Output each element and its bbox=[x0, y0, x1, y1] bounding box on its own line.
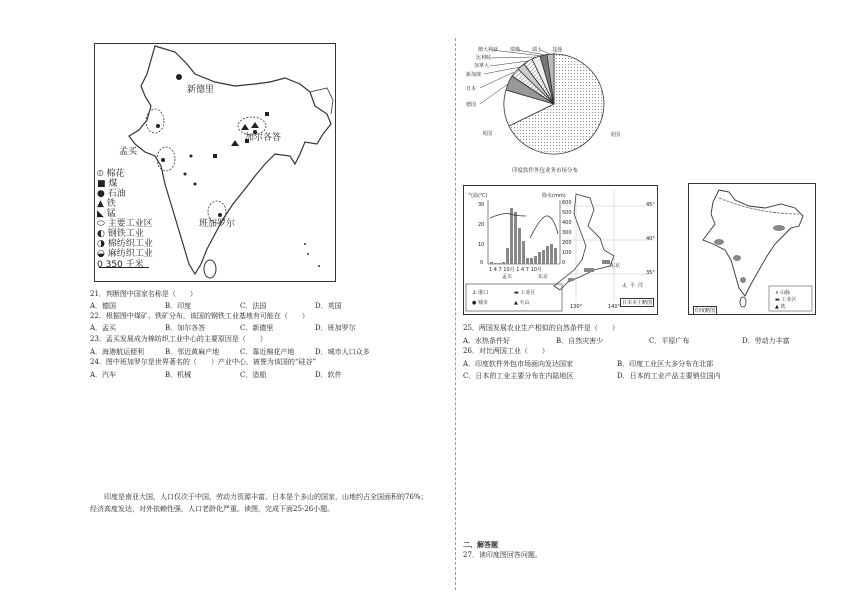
japan-figure bbox=[463, 185, 658, 315]
iron-icon: ▲ bbox=[97, 199, 107, 209]
legend-industrial: ▬ 工业区 bbox=[514, 290, 536, 296]
climate-city-mumbai: 孟买 bbox=[502, 274, 513, 280]
japan-lon-140: 140° bbox=[608, 304, 621, 310]
q22-option-a[interactable]: A．孟买 bbox=[90, 324, 117, 332]
city-bangalore: 班加罗尔 bbox=[199, 219, 236, 229]
india-map-caption: 印度略图 bbox=[695, 308, 716, 314]
city-kolkata: 加尔各答 bbox=[245, 133, 282, 143]
industrial-zone bbox=[733, 255, 741, 261]
q25-option-b[interactable]: B．自然灾害少 bbox=[556, 337, 604, 345]
industrial-zone bbox=[714, 239, 724, 245]
climate-right-tick: 0 bbox=[562, 260, 566, 266]
climate-right-tick: 400 bbox=[562, 220, 572, 226]
question-25: 25．两国发展农业生产相似的自然条件是（ ） bbox=[463, 324, 619, 332]
pie-label-other: 其他 bbox=[552, 47, 563, 53]
climate-left-tick: 30 bbox=[478, 202, 485, 208]
climate-right-tick: 300 bbox=[562, 230, 572, 236]
temp-line-tokyo bbox=[530, 216, 558, 238]
japan-lat-35: 35° bbox=[646, 270, 655, 276]
q24-option-d[interactable]: D．软件 bbox=[315, 371, 342, 379]
q21-option-c[interactable]: C．法国 bbox=[240, 302, 267, 310]
climate-city-tokyo: 东京 bbox=[538, 274, 549, 280]
pie-chart bbox=[462, 42, 622, 182]
japan-lon-130: 130° bbox=[570, 304, 583, 310]
industrial-zone-icon: ⬭ bbox=[97, 219, 108, 229]
industrial-zone bbox=[740, 277, 746, 283]
q26-option-a[interactable]: A．印度软件外包市场面向发达国家 bbox=[463, 360, 574, 368]
jute-textile-icon: ◒ bbox=[97, 249, 108, 259]
climate-right-tick: 600 bbox=[562, 200, 572, 206]
pie-label-belgium: 比利时 bbox=[476, 55, 492, 61]
india-industry-map bbox=[688, 183, 816, 315]
japan-label-pacific-2: 平 bbox=[630, 283, 636, 289]
q24-option-a[interactable]: A．汽车 bbox=[90, 371, 117, 379]
q26-option-c[interactable]: C．日本的工业主要分布在内陆地区 bbox=[463, 372, 574, 380]
pie-label-usa: 美国 bbox=[610, 132, 621, 138]
pie-caption: 印度软件外包业务市场分布 bbox=[512, 168, 579, 174]
passage-line-2: 经济高度发达，对外依赖性强，人口老龄化严重。读图，完成下面25-26小题。 bbox=[90, 505, 335, 513]
city-delhi: 新德里 bbox=[187, 85, 215, 95]
climate-bars bbox=[490, 208, 557, 264]
climate-right-tick: 100 bbox=[562, 250, 572, 256]
pie-label-uk: 英国 bbox=[482, 131, 493, 137]
section-2-heading: 二、解答题 bbox=[463, 540, 498, 549]
q21-option-a[interactable]: A．德国 bbox=[90, 302, 117, 310]
pie-label-canada: 加拿大 bbox=[474, 63, 490, 69]
pie-label-japan: 日本 bbox=[466, 86, 477, 92]
steel-icon: ◐ bbox=[97, 229, 108, 239]
climate-x-ticks: 1 4 7 10月 1 4 7 10月 bbox=[489, 267, 542, 273]
question-22: 22．根据图中煤矿、铁矿分布，该国的钢铁工业基地有可能在（ ） bbox=[90, 312, 309, 320]
pie-label-singapore: 新加坡 bbox=[466, 72, 482, 78]
q23-option-c[interactable]: C．靠近棉花产地 bbox=[240, 348, 295, 356]
question-27: 27．读印度图回答问题。 bbox=[463, 551, 542, 559]
oil-icon: ● bbox=[97, 189, 108, 199]
q22-option-c[interactable]: C．新德里 bbox=[240, 324, 274, 332]
q23-option-b[interactable]: B．邻近黄麻产地 bbox=[165, 348, 220, 356]
q22-option-d[interactable]: D．班加罗尔 bbox=[315, 324, 356, 332]
japan-lat-40: 40° bbox=[646, 236, 655, 242]
climate-left-tick: 20 bbox=[478, 222, 485, 228]
pie-label-switzerland: 瑞士 bbox=[532, 47, 543, 53]
temp-line-mumbai bbox=[490, 214, 526, 219]
legend-city: ● 城市 bbox=[472, 300, 488, 306]
cotton-textile-icon: ◑ bbox=[97, 239, 108, 249]
japan-label-pacific-3: 洋 bbox=[638, 283, 644, 289]
question-23: 23．孟买发展成为棉纺织工业中心的主要原因是（ ） bbox=[90, 335, 267, 343]
q22-option-b[interactable]: B．加尔各答 bbox=[165, 324, 206, 332]
passage-line-1: 印度是南亚大国，人口仅次于中国，劳动力资源丰富。日本是个多山的国家，山地约占全国面积的76%； bbox=[104, 493, 428, 501]
industrial-zone bbox=[773, 225, 785, 231]
legend-port: ⚓ 港口 bbox=[472, 290, 489, 296]
q23-option-d[interactable]: D．城市人口众多 bbox=[315, 348, 370, 356]
q25-option-d[interactable]: D．劳动力丰富 bbox=[742, 337, 790, 345]
climate-left-axis-label: 气温(℃) bbox=[468, 193, 488, 199]
climate-right-tick: 200 bbox=[562, 240, 572, 246]
legend-industry-zone: ▬ 工业区 bbox=[775, 297, 797, 303]
manganese-icon: ◣ bbox=[97, 209, 107, 219]
question-24: 24．图中班加罗尔是世界著名的（ ）产业中心，被誉为该国的“硅谷” bbox=[90, 358, 317, 366]
city-mumbai: 孟买 bbox=[119, 147, 138, 157]
cotton-icon: ⦶ bbox=[97, 169, 107, 179]
legend-mountain: ∧ 山脉 bbox=[775, 290, 791, 296]
pie-label-sweden: 瑞典 bbox=[510, 47, 521, 53]
india-resource-map: 新德里 孟买 加尔各答 班加罗尔 ⦶ 棉花 ■ 煤 ● 石油 ▲ 铁 ◣ 锰 ⬭ 主要工业区 ◐ 钢铁工业 ◑ 棉纺织工业 ◒ 麻纺织工业 0 350 千米 bbox=[94, 43, 336, 282]
climate-right-axis-label: 降水(mm) bbox=[542, 193, 566, 199]
q25-option-a[interactable]: A．水热条件好 bbox=[463, 337, 511, 345]
japan-label-tokyo: 东京 bbox=[610, 263, 621, 269]
legend-iron: ▲ 铁 bbox=[775, 304, 786, 310]
legend-volcano: ▲ 火山 bbox=[514, 300, 530, 306]
pie-label-australia: 澳大利亚 bbox=[478, 47, 499, 53]
scale-bar: 0 350 千米 bbox=[97, 260, 144, 270]
q21-option-b[interactable]: B．印度 bbox=[165, 302, 192, 310]
scale-line bbox=[99, 267, 149, 268]
column-divider bbox=[455, 38, 456, 590]
question-21: 21．判断图中国家名称是（ ） bbox=[90, 290, 197, 298]
question-26: 26．对比两国工业（ ） bbox=[463, 347, 549, 355]
q26-option-d[interactable]: D．日本的工业产品主要销往国内 bbox=[617, 372, 721, 380]
q26-option-b[interactable]: B．印度工业区大多分布在北部 bbox=[617, 360, 714, 368]
climate-right-tick: 500 bbox=[562, 210, 572, 216]
coal-icon: ■ bbox=[97, 179, 109, 189]
q24-option-b[interactable]: B．机械 bbox=[165, 371, 192, 379]
japan-label-pacific-1: 太 bbox=[622, 283, 628, 289]
q24-option-c[interactable]: C．造船 bbox=[240, 371, 267, 379]
climate-left-tick: 10 bbox=[478, 242, 485, 248]
q21-option-d[interactable]: D．英国 bbox=[315, 302, 342, 310]
japan-lat-45: 45° bbox=[646, 202, 655, 208]
climate-left-tick: 0 bbox=[480, 260, 484, 266]
japan-map-caption: 日本本土略图 bbox=[622, 300, 653, 306]
pie-label-germany: 德国 bbox=[466, 102, 477, 108]
q23-option-a[interactable]: A．海港航运便利 bbox=[90, 348, 145, 356]
q25-option-c[interactable]: C．平原广布 bbox=[649, 337, 690, 345]
